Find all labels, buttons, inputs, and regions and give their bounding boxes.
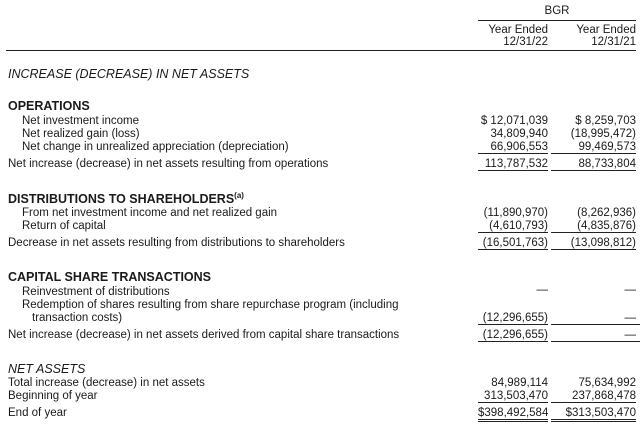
na-row-value-2022: 84,989,114	[491, 377, 548, 389]
dist-total-label: Decrease in net assets resulting from distributions to shareholders	[8, 237, 345, 249]
operations-heading: OPERATIONS	[8, 99, 90, 113]
capital-row-value-2021: —	[551, 312, 640, 325]
net-assets-heading: NET ASSETS	[8, 362, 86, 376]
col1-header-line2: 12/31/22	[503, 36, 548, 48]
capital-total-value-2022: (12,296,655)	[478, 329, 548, 342]
dist-row-label: From net investment income and net realized gain	[22, 207, 278, 219]
col2-header-line2: 12/31/21	[591, 36, 636, 48]
ops-row-label: Net realized gain (loss)	[22, 128, 140, 140]
dist-total-value-2022: (16,501,763)	[478, 237, 548, 250]
capital-row-value-2022: (12,296,655)	[478, 312, 548, 325]
dist-row-label: Return of capital	[22, 220, 106, 232]
capital-total-label: Net increase (decrease) in net assets derived from capital share transactions	[8, 329, 400, 341]
dist-total-value-2021: (13,098,812)	[551, 237, 636, 250]
statement-title: INCREASE (DECREASE) IN NET ASSETS	[8, 67, 250, 81]
capital-row-label: Reinvestment of distributions	[22, 286, 170, 298]
col1-header-line1: Year Ended	[488, 24, 548, 36]
ops-total-value-2022: 113,787,532	[478, 158, 548, 171]
header-rule	[478, 20, 636, 21]
capital-row-label: Redemption of shares resulting from share repurchase program (including	[22, 299, 399, 311]
ops-row-value-2021: (18,995,472)	[570, 128, 636, 140]
ops-row-label: Net investment income	[22, 115, 139, 127]
na-row-label: Beginning of year	[8, 390, 98, 402]
ops-row-value-2021: 99,469,573	[551, 141, 636, 154]
dist-row-value-2021: (8,262,936)	[577, 207, 636, 219]
ops-row-label: Net change in unrealized appreciation (depreciation)	[22, 141, 289, 153]
distributions-heading-text: DISTRIBUTIONS TO SHAREHOLDERS	[8, 192, 235, 207]
capital-row-value-2022: —	[536, 284, 548, 296]
fund-name: BGR	[544, 5, 570, 17]
dist-row-value-2022: (11,890,970)	[483, 207, 548, 219]
ops-total-value-2021: 88,733,804	[551, 158, 636, 171]
ops-row-value-2022: 34,809,940	[490, 128, 548, 140]
na-row-label: Total increase (decrease) in net assets	[8, 377, 205, 389]
na-row-value-2021: 237,868,478	[551, 390, 636, 403]
capital-row-value-2021: —	[624, 284, 636, 296]
capital-row-label-cont: transaction costs)	[32, 312, 123, 324]
na-row-value-2021: 75,634,992	[578, 377, 636, 389]
capital-total-value-2021: —	[551, 329, 640, 342]
ops-total-label: Net increase (decrease) in net assets resulting from operations	[8, 158, 329, 170]
ops-row-value-2022: 66,906,553	[478, 141, 548, 154]
ops-row-value-2022: $ 12,071,039	[480, 115, 548, 127]
distributions-heading	[8, 191, 244, 206]
na-total-value-2021: $313,503,470	[551, 407, 636, 422]
col2-header-line1: Year Ended	[576, 24, 636, 36]
na-total-label: End of year	[8, 407, 67, 419]
dist-row-value-2021: (4,835,876)	[551, 220, 636, 233]
dist-row-value-2022: (4,610,793)	[478, 220, 548, 233]
capital-heading: CAPITAL SHARE TRANSACTIONS	[8, 270, 212, 284]
ops-row-value-2021: $ 8,259,703	[575, 115, 636, 127]
na-total-value-2022: $398,492,584	[478, 407, 548, 422]
na-row-value-2022: 313,503,470	[478, 390, 548, 403]
top-rule	[6, 50, 636, 51]
footnote-marker: (a)	[234, 191, 244, 200]
